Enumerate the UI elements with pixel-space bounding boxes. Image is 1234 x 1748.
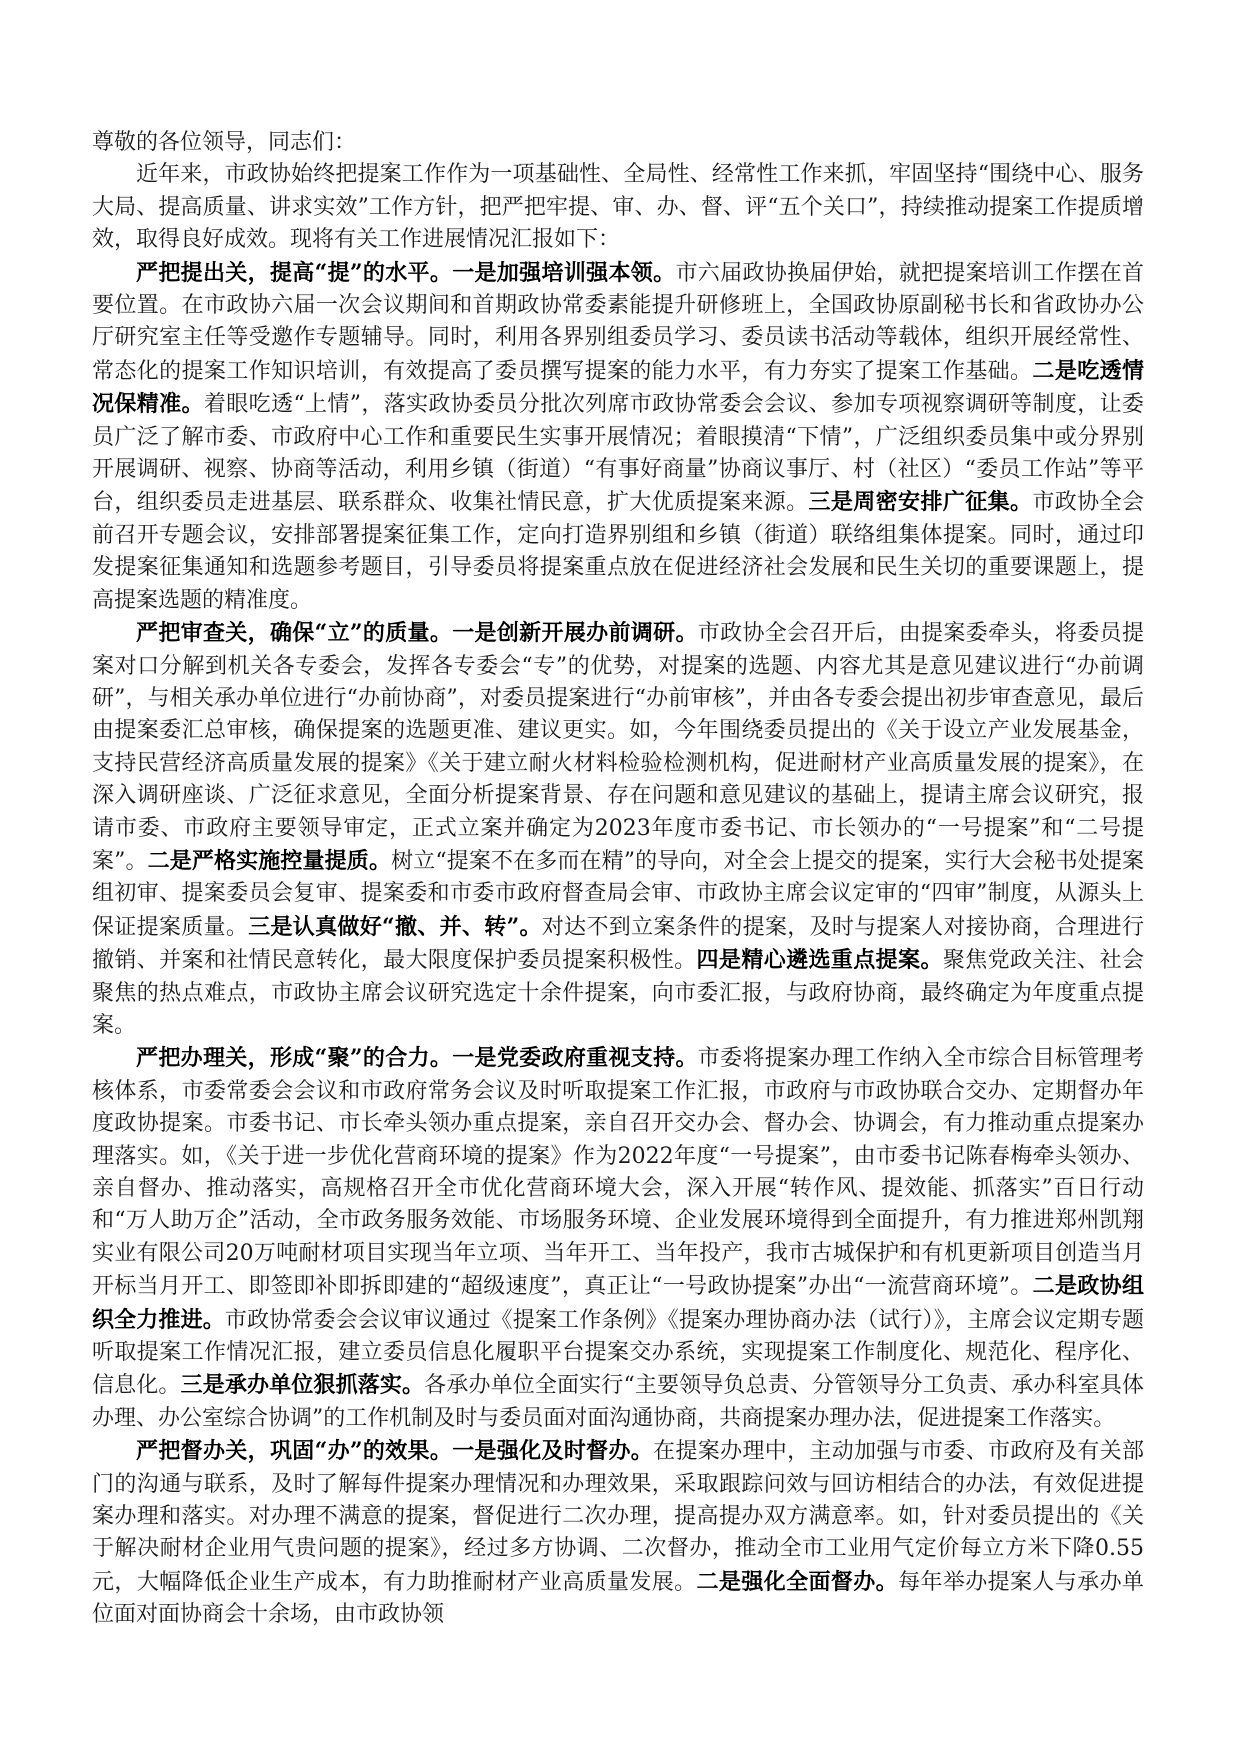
paragraph-text: 树立“提案不在多而在精”的导向，对全会上提交的提案，实行大会秘书处提案组初审、提案委员会复审、提案委和市委市政府督查局会审、市政协主席会议定审的“四审”制度，从源头上保证提案质量。 xyxy=(92,848,1144,940)
paragraph-text: 每年举办提案人与承办单位面对面协商会十余场，由市政协领 xyxy=(92,1569,1144,1628)
paragraph-handling xyxy=(92,1042,1144,1435)
document-body xyxy=(92,127,1144,1632)
section-heading: 严把督办关，巩固“办”的效果。一是强化及时督办。 xyxy=(136,1438,654,1465)
paragraph-supervision xyxy=(92,1435,1144,1631)
subpoint-heading: 二是严格实施控量提质。 xyxy=(147,847,392,874)
paragraph-text: 各承办单位全面实行“主要领导负总责、分管领导分工负责、承办科室具体办理、办公室综合协调”的工作机制及时与委员面对面沟通协商，共商提案办理办法，促进提案工作落实。 xyxy=(92,1373,1144,1431)
paragraph-text: 近年来，市政协始终把提案工作作为一项基础性、全局性、经常性工作来抓，牢固坚持“围绕中心、服务大局、提高质量、讲求实效”工作方针，把严把牢提、审、办、督、评“五个关口”，持续推动提案工作提质增效，取得良好成效。现将有关工作进展情况汇报如下： xyxy=(92,162,1144,253)
paragraph-text: 市政协全会前召开专题会议，安排部署提案征集工作，定向打造界别组和乡镇（街道）联络组集体提案。同时，通过印发提案征集通知和选题参考题目，引导委员将提案重点放在促进经济社会发展和民生关切的重要课题上，提高提案选题的精准度。 xyxy=(92,490,1144,613)
paragraph-text: 市政协常委会会议审议通过《提案工作条例》《提案办理协商办法（试行）》，主席会议定期专题听取提案工作情况汇报，建立委员信息化履职平台提案交办系统，实现提案工作制度化、规范化、程序化、信息化。 xyxy=(92,1307,1144,1399)
subpoint-heading: 二是政协组织全力推进。 xyxy=(92,1273,1144,1333)
subpoint-heading: 三是认真做好“撤、并、转”。 xyxy=(248,913,542,940)
paragraph-intro xyxy=(92,159,1144,256)
subpoint-heading: 三是周密安排广征集。 xyxy=(808,489,1033,516)
subpoint-heading: 二是强化全面督办。 xyxy=(696,1568,899,1595)
section-heading: 严把提出关，提高“提”的水平。一是加强培训强本领。 xyxy=(136,259,676,286)
paragraph-text: 着眼吃透“上情”，落实政协委员分批次列席市政协常委会会议、参加专项视察调研等制度，让委员广泛了解市委、市政府中心工作和重要民生实事开展情况；着眼摸清“下情”，广泛组织委员集中或分界别开展调研、视察、协商等活动，利用乡镇（街道）“有事好商量”协商议事厅、村（社区）“委员工作站”等平台，组织委员走进基层、联系群众、收集社情民意，扩大优质提案来源。 xyxy=(92,392,1144,516)
paragraph-text: 市六届政协换届伊始，就把提案培训工作摆在首要位置。在市政协六届一次会议期间和首期政协常委素能提升研修班上，全国政协原副秘书长和省政协办公厅研究室主任等受邀作专题辅导。同时，利用各界别组委员学习、委员读书活动等载体，组织开展经常性、常态化的提案工作知识培训，有效提高了委员撰写提案的能力水平，有力夯实了提案工作基础。 xyxy=(92,260,1144,384)
paragraph-review xyxy=(92,617,1144,1042)
greeting: 尊敬的各位领导，同志们： xyxy=(92,130,357,155)
paragraph-text: 对达不到立案条件的提案，及时与提案人对接协商，合理进行撤销、并案和社情民意转化，最大限度保护委员提案积极性。 xyxy=(92,914,1144,974)
paragraph-text: 在提案办理中，主动加强与市委、市政府及有关部门的沟通与联系，及时了解每件提案办理情况和办理效果，采取跟踪问效与回访相结合的办法，有效促进提案办理和落实。对办理不满意的提案，督促进行二次办理，提高提办双方满意率。如，针对委员提出的《关于解决耐材企业用气贵问题的提案》，经过多方协调、二次督办，推动全市工业用气定价每立方米下降0.55元，大幅降低企业生产成本，有力助推耐材产业高质量发展。 xyxy=(92,1439,1144,1595)
paragraph-text: 聚焦党政关注、社会聚焦的热点难点，市政协主席会议研究选定十余件提案，向市委汇报，与政府协商，最终确定为年度重点提案。 xyxy=(92,948,1144,1038)
subpoint-heading: 二是吃透情况保精准。 xyxy=(92,357,1144,418)
paragraph-text: 市委将提案办理工作纳入全市综合目标管理考核体系，市委常委会会议和市政府常务会议及时听取提案工作汇报，市政府与市政协联合交办、定期督办年度政协提案。市委书记、市长牵头领办重点提案，亲自召开交办会、督办会、协调会，有力推动重点提案办理落实。如，《关于进一步优化营商环境的提案》作为2022年度“一号提案”，由市委书记陈春梅牵头领办、亲自督办、推动落实，高规格召开全市优化营商环境大会，深入开展“转作风、提效能、抓落实”百日行动和“万人助万企”活动，全市政务服务效能、市场服务环境、企业发展环境得到全面提升，有力推进郑州凯翔实业有限公司20万吨耐材项目实现当年立项、当年开工、当年投产，我市古城保护和有机更新项目创造当月开标当月开工、即签即补即拆即建的“超级速度”，真正让“一号政协提案”办出“一流营商环境”。 xyxy=(92,1046,1144,1300)
section-heading: 严把审查关，确保“立”的质量。一是创新开展办前调研。 xyxy=(136,620,698,647)
section-heading: 严把办理关，形成“聚”的合力。一是党委政府重视支持。 xyxy=(136,1045,698,1072)
subpoint-heading: 三是承办单位狠抓落实。 xyxy=(180,1372,425,1399)
paragraph-proposal-submission xyxy=(92,257,1144,617)
subpoint-heading: 四是精心遴选重点提案。 xyxy=(696,947,943,974)
paragraph-text: 市政协全会召开后，由提案委牵头，将委员提案对口分解到机关各专委会，发挥各专委会“专”的优势，对提案的选题、内容尤其是意见建议进行“办前调研”，与相关承办单位进行“办前协商”，对委员提案进行“办前审核”，并由各专委会提出初步审查意见，最后由提案委汇总审核，确保提案的选题更准、建议更实。如，今年围绕委员提出的《关于设立产业发展基金，支持民营经济高质量发展的提案》《关于建立耐火材料检验检测机构，促进耐材产业高质量发展的提案》，在深入调研座谈、广泛征求意见，全面分析提案背景、存在问题和意见建议的基础上，提请主席会议研究，报请市委、市政府主要领导审定，正式立案并确定为2023年度市委书记、市长领办的“一号提案”和“二号提案”。 xyxy=(92,621,1144,874)
